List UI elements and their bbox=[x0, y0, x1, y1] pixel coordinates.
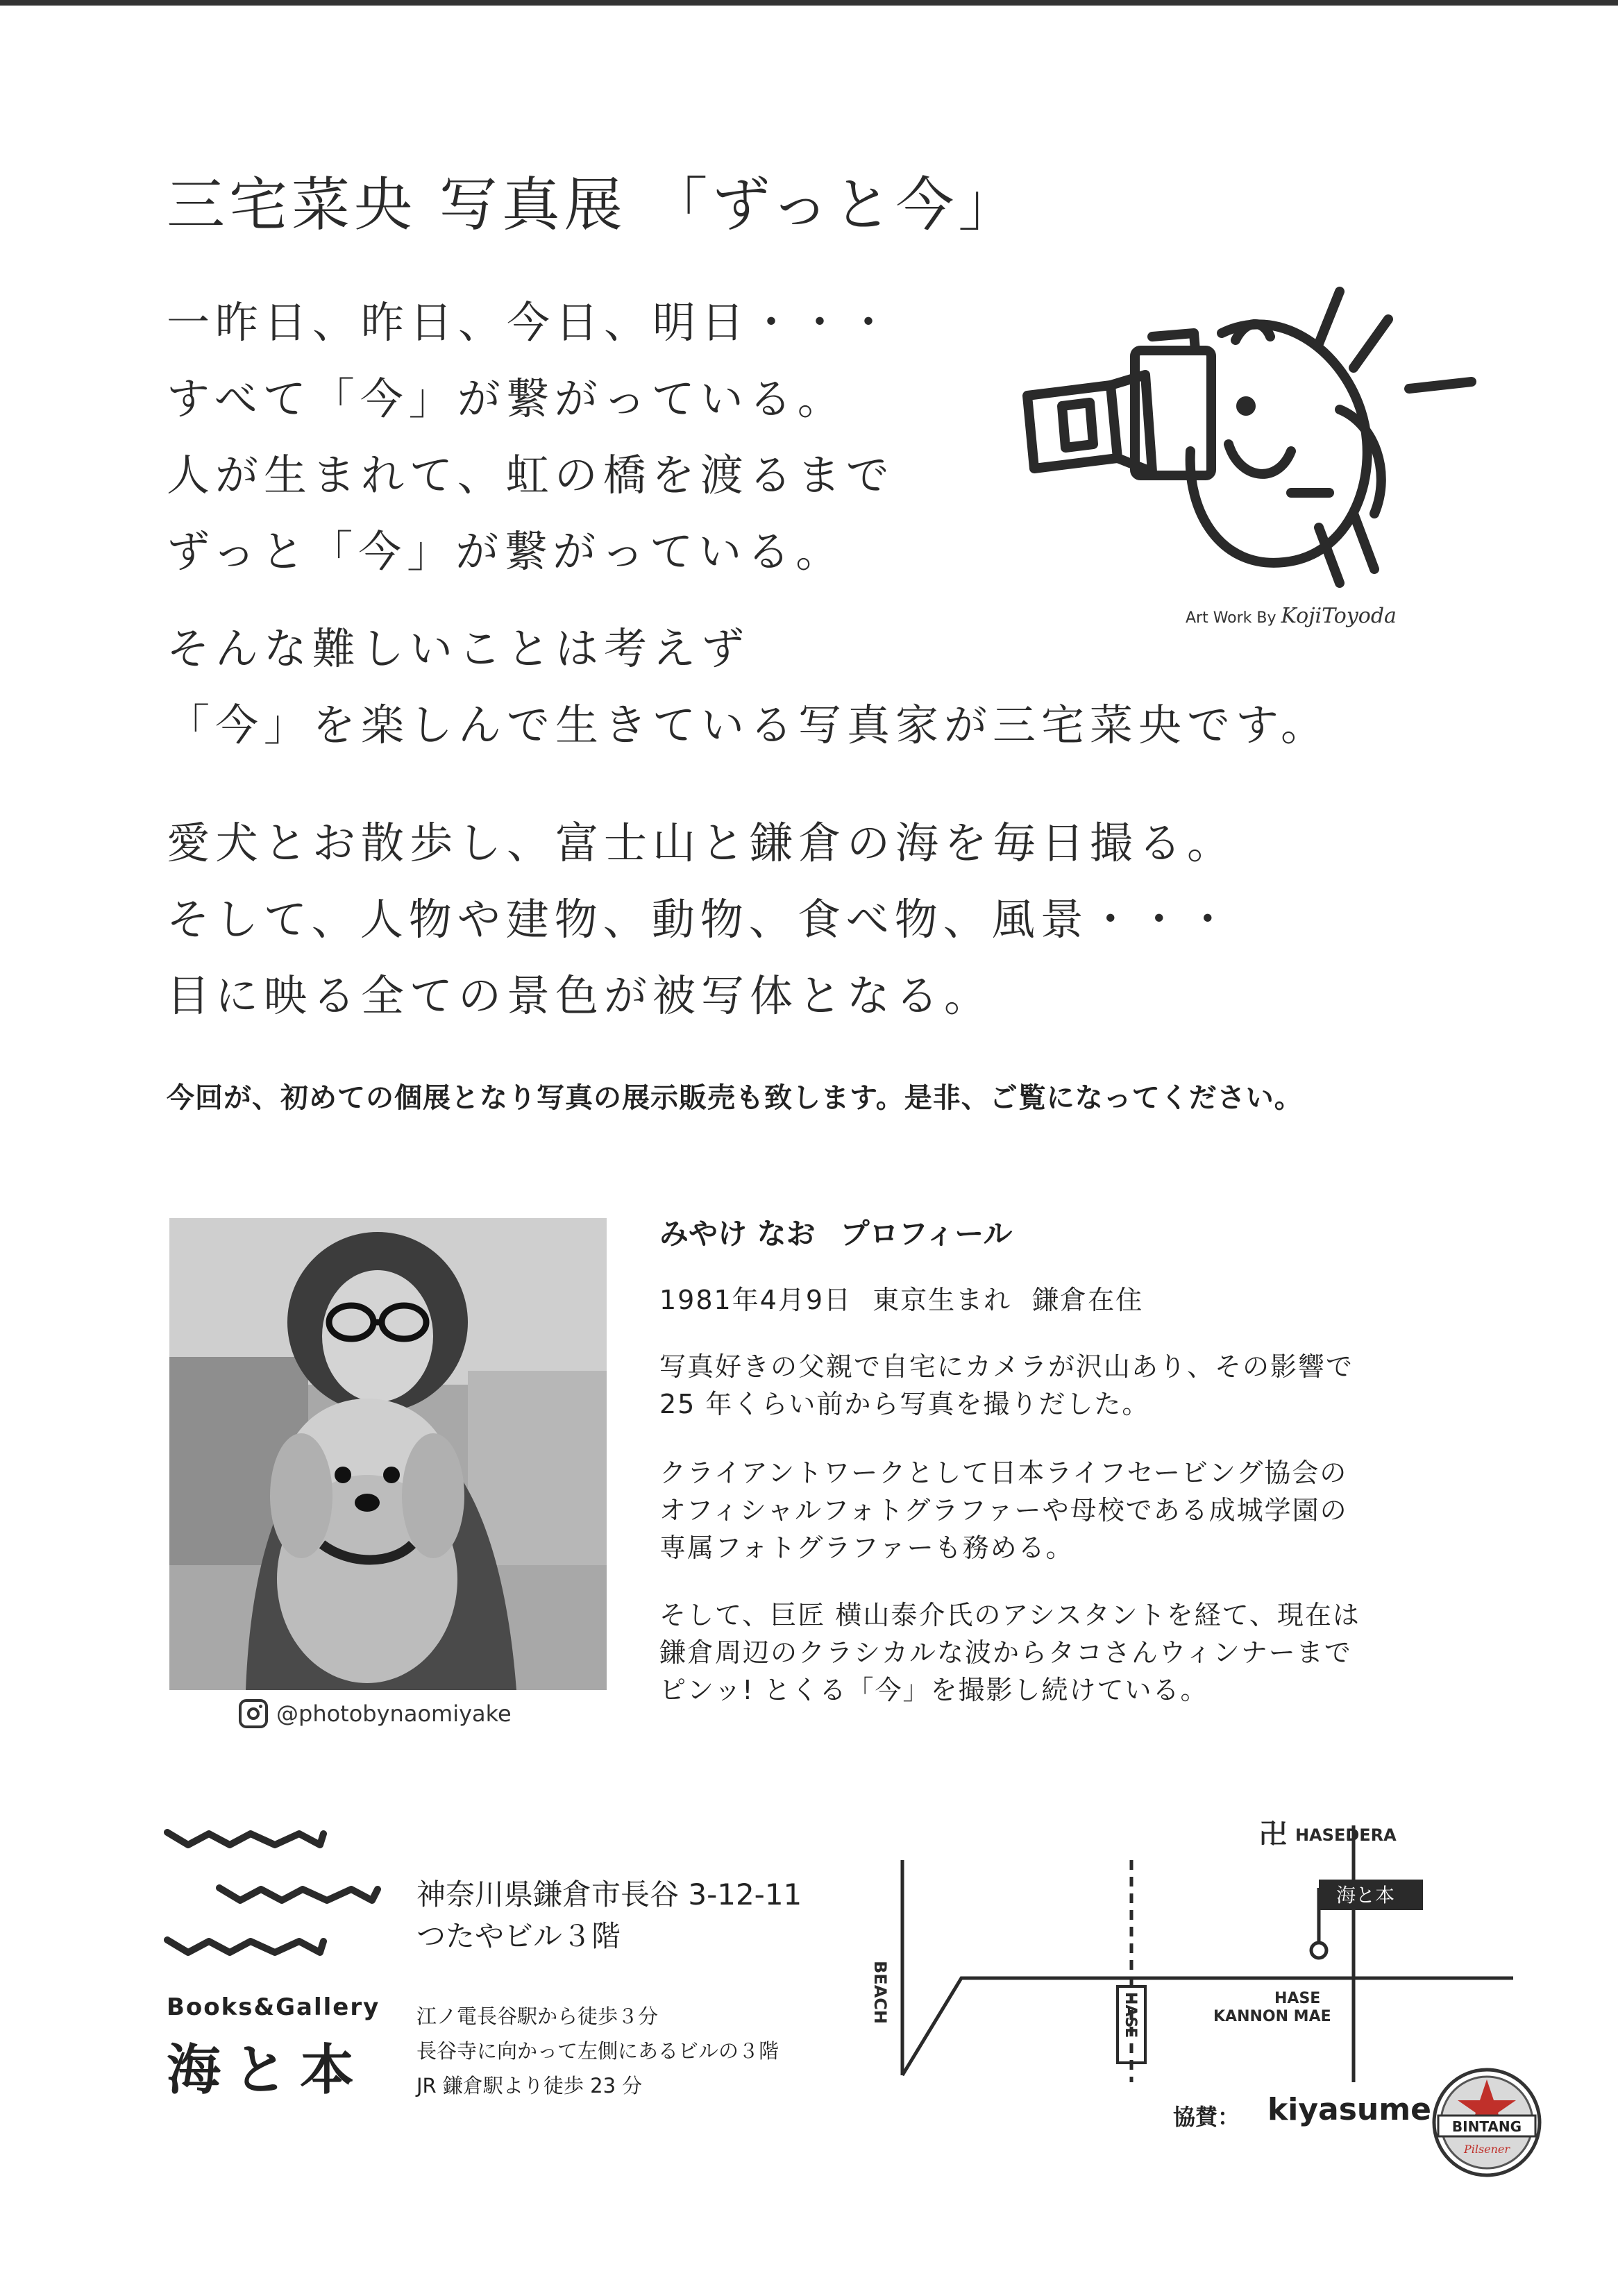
address-line: つたやビル３階 bbox=[416, 1919, 621, 1953]
profile-heading bbox=[659, 1211, 1012, 1253]
map-label-hase: HASE bbox=[1274, 1990, 1321, 2007]
camera-face-illustration bbox=[1013, 264, 1499, 597]
profile-line: クライアントワークとして日本ライフセービング協会の bbox=[659, 1458, 1348, 1488]
sponsor-label: 協賛： bbox=[1173, 2104, 1240, 2130]
top-border bbox=[0, 0, 1618, 6]
map-label-hase-station: HASE bbox=[1122, 1992, 1139, 2038]
profile-line: 25 年くらい前から写真を撮りだした。 bbox=[659, 1389, 1150, 1419]
profile-paragraph-3 bbox=[659, 1596, 1360, 1709]
access-map bbox=[854, 1805, 1513, 2082]
profile-line: 写真好きの父親で自宅にカメラが沢山あり、その影響で bbox=[659, 1351, 1354, 1382]
bintang-sub-label: Pilsener bbox=[1463, 2143, 1510, 2156]
map-label-beach: BEACH bbox=[870, 1961, 890, 2024]
profile-line: そして、巨匠 横山泰介氏のアシスタントを経て、現在は bbox=[659, 1600, 1360, 1630]
artist-signature: KojiToyoda bbox=[1281, 604, 1397, 628]
temple-icon: 卍 bbox=[1259, 1818, 1287, 1850]
map-main-road bbox=[902, 1978, 1513, 2075]
shop-location-marker bbox=[1311, 1943, 1326, 1958]
profile-line: ピンッ! とくる「今」を撮影し続けている。 bbox=[659, 1675, 1208, 1705]
venue-access bbox=[416, 1999, 779, 2103]
birthplace: 東京生まれ bbox=[873, 1285, 1012, 1315]
profile-line: 専属フォトグラファーも務める。 bbox=[659, 1533, 1074, 1563]
gallery-logo-english: Books&Gallery bbox=[167, 1993, 380, 2021]
portrait-graphic bbox=[169, 1218, 607, 1690]
photographer-portrait bbox=[169, 1218, 607, 1690]
map-label-kannon-mae: KANNON MAE bbox=[1213, 2008, 1331, 2025]
profile-birth-line bbox=[659, 1278, 1143, 1317]
art-credit bbox=[1186, 604, 1397, 628]
poem-line: 一昨日、昨日、今日、明日・・・ bbox=[167, 297, 896, 348]
shop-flag-label: 海と本 bbox=[1336, 1884, 1395, 1907]
poem-line: ずっと「今」が繋がっている。 bbox=[167, 526, 845, 577]
instagram-icon bbox=[239, 1699, 268, 1728]
birth-date: 1981年4月9日 bbox=[659, 1285, 852, 1315]
profile-paragraph-2 bbox=[659, 1454, 1348, 1567]
profile-heading-label: プロフィール bbox=[840, 1217, 1013, 1251]
instagram-handle[interactable] bbox=[239, 1699, 512, 1728]
poem-line: 目に映る全ての景色が被写体となる。 bbox=[167, 970, 993, 1021]
address-line: 神奈川県鎌倉市長谷 3-12-11 bbox=[416, 1877, 802, 1911]
poem-stanza-1 bbox=[167, 285, 895, 590]
poem-line: そんな難しいことは考えず bbox=[167, 623, 750, 674]
gallery-logo-japanese: 海と本 bbox=[167, 2038, 367, 2102]
poem-line: そして、人物や建物、動物、食べ物、風景・・・ bbox=[167, 894, 1235, 945]
poem-stanza-2 bbox=[167, 611, 1329, 763]
profile-paragraph-1 bbox=[659, 1348, 1354, 1423]
sponsor-kiyasume: kiyasume bbox=[1267, 2092, 1431, 2127]
art-credit-label: Art Work By bbox=[1186, 609, 1276, 627]
instagram-handle-text: @photobynaomiyake bbox=[276, 1700, 512, 1727]
venue-address bbox=[416, 1874, 802, 1957]
poem-line: すべて「今」が繋がっている。 bbox=[167, 373, 846, 424]
exhibition-title: 三宅菜央 写真展 「ずっと今」 bbox=[167, 171, 1021, 239]
poem-line: 人が生まれて、虹の橋を渡るまで bbox=[167, 450, 895, 500]
bintang-label: BINTANG bbox=[1451, 2118, 1522, 2135]
access-line: 長谷寺に向かって左側にあるビルの３階 bbox=[416, 2039, 779, 2063]
access-line: JR 鎌倉駅より徒歩 23 分 bbox=[416, 2074, 643, 2097]
poem-line: 「今」を楽しんで生きている写真家が三宅菜央です。 bbox=[167, 700, 1330, 750]
residence: 鎌倉在住 bbox=[1032, 1285, 1144, 1315]
bintang-logo-icon bbox=[1431, 2067, 1542, 2178]
exhibition-notice: 今回が、初めての個展となり写真の展示販売も致します。是非、ご覧になってください。 bbox=[167, 1082, 1303, 1114]
access-line: 江ノ電長谷駅から徒歩３分 bbox=[416, 2004, 659, 2028]
poem-line: 愛犬とお散歩し、富士山と鎌倉の海を毎日撮る。 bbox=[167, 818, 1236, 868]
profile-line: 鎌倉周辺のクラシカルな波からタコさんウィンナーまで bbox=[659, 1637, 1352, 1668]
profile-line: オフィシャルフォトグラファーや母校である成城学園の bbox=[659, 1495, 1348, 1526]
map-label-hasedera: HASEDERA bbox=[1295, 1825, 1397, 1845]
poem-stanza-3 bbox=[167, 805, 1236, 1034]
profile-name: みやけ なお bbox=[659, 1217, 816, 1251]
seagull-logo-icon bbox=[164, 1818, 386, 1957]
